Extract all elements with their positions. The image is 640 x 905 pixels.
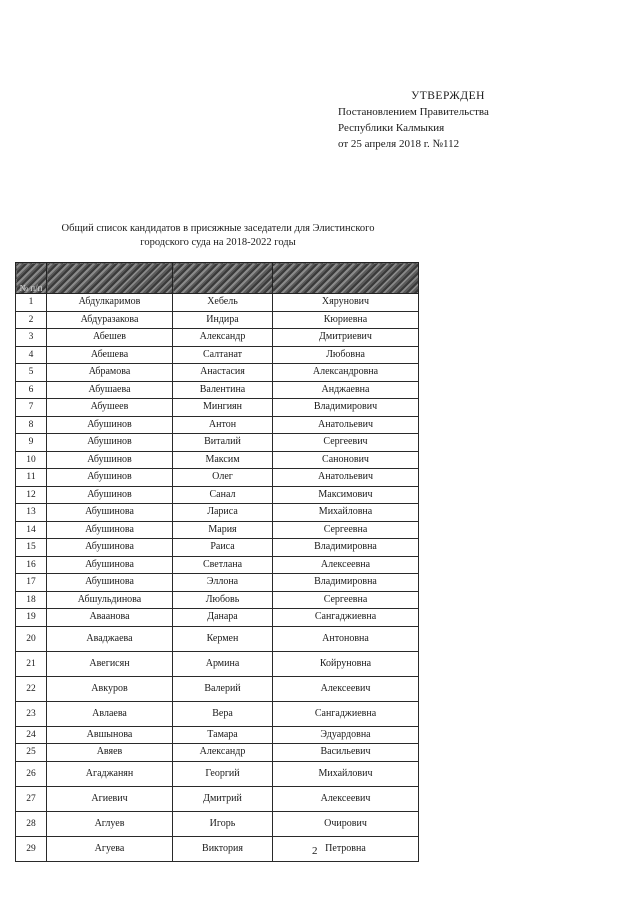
table-row bbox=[16, 381, 419, 399]
surname-cell: Абушинов bbox=[47, 451, 173, 469]
surname-cell: Абушинова bbox=[47, 539, 173, 557]
row-number-cell: 26 bbox=[16, 761, 47, 786]
patronymic-cell: Дмитриевич bbox=[273, 329, 419, 347]
surname-cell: Авкуров bbox=[47, 676, 173, 701]
given-name-cell: Санал bbox=[173, 486, 273, 504]
surname-cell: Авяев bbox=[47, 744, 173, 762]
header-cell-name bbox=[173, 263, 273, 294]
row-number-cell: 7 bbox=[16, 399, 47, 417]
row-number-cell: 24 bbox=[16, 726, 47, 744]
surname-cell: Абешева bbox=[47, 346, 173, 364]
given-name-cell: Армина bbox=[173, 651, 273, 676]
approval-date-line: от 25 апреля 2018 г. №112 bbox=[338, 138, 460, 150]
table-row bbox=[16, 539, 419, 557]
patronymic-cell: Михайлович bbox=[273, 761, 419, 786]
given-name-cell: Максим bbox=[173, 451, 273, 469]
given-name-cell: Тамара bbox=[173, 726, 273, 744]
surname-cell: Абушинов bbox=[47, 469, 173, 487]
candidates-table-wrapper bbox=[15, 262, 418, 862]
surname-cell: Абдулкаримов bbox=[47, 294, 173, 312]
row-number-cell: 9 bbox=[16, 434, 47, 452]
patronymic-cell: Очирович bbox=[273, 811, 419, 836]
approval-block bbox=[338, 88, 538, 152]
document-title-line: Общий список кандидатов в присяжные заседатели для Элистинского bbox=[61, 223, 375, 234]
patronymic-cell: Алексеевич bbox=[273, 676, 419, 701]
surname-cell: Абушинова bbox=[47, 521, 173, 539]
approval-line: Постановлением Правительства bbox=[338, 106, 489, 118]
surname-cell: Авлаева bbox=[47, 701, 173, 726]
patronymic-cell: Сергеевна bbox=[273, 591, 419, 609]
patronymic-cell: Алексеевна bbox=[273, 556, 419, 574]
surname-cell: Агиевич bbox=[47, 786, 173, 811]
header-cell-number: № п/п bbox=[16, 263, 47, 294]
table-row bbox=[16, 609, 419, 627]
patronymic-cell: Владимировна bbox=[273, 574, 419, 592]
document-title bbox=[18, 222, 418, 250]
table-row bbox=[16, 329, 419, 347]
patronymic-cell: Сергеевна bbox=[273, 521, 419, 539]
page-number: 2 bbox=[312, 845, 318, 857]
row-number-cell: 21 bbox=[16, 651, 47, 676]
given-name-cell: Валентина bbox=[173, 381, 273, 399]
given-name-cell: Хебель bbox=[173, 294, 273, 312]
given-name-cell: Виктория bbox=[173, 836, 273, 861]
surname-cell: Абушинова bbox=[47, 504, 173, 522]
table-row bbox=[16, 346, 419, 364]
patronymic-cell: Сангаджиевна bbox=[273, 609, 419, 627]
surname-cell: Абушинов bbox=[47, 434, 173, 452]
row-number-cell: 12 bbox=[16, 486, 47, 504]
table-row bbox=[16, 399, 419, 417]
patronymic-cell: Алексеевич bbox=[273, 786, 419, 811]
table-row bbox=[16, 416, 419, 434]
table-row bbox=[16, 294, 419, 312]
patronymic-cell: Любовна bbox=[273, 346, 419, 364]
document-title-line: городского суда на 2018-2022 годы bbox=[140, 237, 296, 248]
patronymic-cell: Владимировна bbox=[273, 539, 419, 557]
table-row bbox=[16, 556, 419, 574]
given-name-cell: Мария bbox=[173, 521, 273, 539]
surname-cell: Абушинов bbox=[47, 486, 173, 504]
table-row bbox=[16, 651, 419, 676]
surname-cell: Аваджаева bbox=[47, 626, 173, 651]
patronymic-cell: Анджаевна bbox=[273, 381, 419, 399]
table-row bbox=[16, 451, 419, 469]
surname-cell: Авегисян bbox=[47, 651, 173, 676]
row-number-cell: 14 bbox=[16, 521, 47, 539]
table-row bbox=[16, 744, 419, 762]
given-name-cell: Валерий bbox=[173, 676, 273, 701]
given-name-cell: Салтанат bbox=[173, 346, 273, 364]
given-name-cell: Эллона bbox=[173, 574, 273, 592]
table-row bbox=[16, 591, 419, 609]
row-number-cell: 6 bbox=[16, 381, 47, 399]
table-row bbox=[16, 521, 419, 539]
table-row bbox=[16, 761, 419, 786]
patronymic-cell: Максимович bbox=[273, 486, 419, 504]
row-number-cell: 16 bbox=[16, 556, 47, 574]
row-number-cell: 10 bbox=[16, 451, 47, 469]
surname-cell: Абушинова bbox=[47, 556, 173, 574]
patronymic-cell: Александровна bbox=[273, 364, 419, 382]
given-name-cell: Лариса bbox=[173, 504, 273, 522]
table-row bbox=[16, 434, 419, 452]
candidates-table bbox=[15, 262, 419, 862]
patronymic-cell: Владимирович bbox=[273, 399, 419, 417]
given-name-cell: Кермен bbox=[173, 626, 273, 651]
table-row bbox=[16, 811, 419, 836]
surname-cell: Аглуев bbox=[47, 811, 173, 836]
table-row bbox=[16, 311, 419, 329]
patronymic-cell: Кюриевна bbox=[273, 311, 419, 329]
row-number-cell: 2 bbox=[16, 311, 47, 329]
row-number-cell: 19 bbox=[16, 609, 47, 627]
table-row bbox=[16, 676, 419, 701]
patronymic-cell: Анатольевич bbox=[273, 469, 419, 487]
table-row bbox=[16, 574, 419, 592]
given-name-cell: Данара bbox=[173, 609, 273, 627]
table-body bbox=[16, 294, 419, 862]
surname-cell: Агаджанян bbox=[47, 761, 173, 786]
approval-heading: УТВЕРЖДЕН bbox=[411, 90, 485, 102]
row-number-cell: 20 bbox=[16, 626, 47, 651]
surname-cell: Абдуразакова bbox=[47, 311, 173, 329]
surname-cell: Авшынова bbox=[47, 726, 173, 744]
patronymic-cell: Петровна bbox=[273, 836, 419, 861]
surname-cell: Абушаева bbox=[47, 381, 173, 399]
patronymic-cell: Эдуардовна bbox=[273, 726, 419, 744]
table-row bbox=[16, 836, 419, 861]
given-name-cell: Индира bbox=[173, 311, 273, 329]
row-number-cell: 4 bbox=[16, 346, 47, 364]
header-cell-patronymic bbox=[273, 263, 419, 294]
given-name-cell: Раиса bbox=[173, 539, 273, 557]
patronymic-cell: Антоновна bbox=[273, 626, 419, 651]
surname-cell: Абушинов bbox=[47, 416, 173, 434]
given-name-cell: Виталий bbox=[173, 434, 273, 452]
given-name-cell: Любовь bbox=[173, 591, 273, 609]
given-name-cell: Александр bbox=[173, 744, 273, 762]
table-row bbox=[16, 701, 419, 726]
row-number-cell: 11 bbox=[16, 469, 47, 487]
row-number-cell: 17 bbox=[16, 574, 47, 592]
table-row bbox=[16, 504, 419, 522]
given-name-cell: Олег bbox=[173, 469, 273, 487]
row-number-cell: 1 bbox=[16, 294, 47, 312]
given-name-cell: Игорь bbox=[173, 811, 273, 836]
row-number-cell: 28 bbox=[16, 811, 47, 836]
surname-cell: Абшульдинова bbox=[47, 591, 173, 609]
given-name-cell: Антон bbox=[173, 416, 273, 434]
table-row bbox=[16, 726, 419, 744]
surname-cell: Агуева bbox=[47, 836, 173, 861]
patronymic-cell: Койруновна bbox=[273, 651, 419, 676]
row-number-cell: 13 bbox=[16, 504, 47, 522]
given-name-cell: Анастасия bbox=[173, 364, 273, 382]
patronymic-cell: Сергеевич bbox=[273, 434, 419, 452]
row-number-cell: 18 bbox=[16, 591, 47, 609]
table-row bbox=[16, 626, 419, 651]
header-cell-surname bbox=[47, 263, 173, 294]
row-number-cell: 22 bbox=[16, 676, 47, 701]
given-name-cell: Вера bbox=[173, 701, 273, 726]
row-number-cell: 25 bbox=[16, 744, 47, 762]
patronymic-cell: Сангаджиевна bbox=[273, 701, 419, 726]
table-header-row bbox=[16, 263, 419, 294]
table-row bbox=[16, 786, 419, 811]
table-row bbox=[16, 364, 419, 382]
patronymic-cell: Анатольевич bbox=[273, 416, 419, 434]
row-number-cell: 23 bbox=[16, 701, 47, 726]
table-row bbox=[16, 469, 419, 487]
patronymic-cell: Васильевич bbox=[273, 744, 419, 762]
row-number-cell: 29 bbox=[16, 836, 47, 861]
surname-cell: Абешев bbox=[47, 329, 173, 347]
given-name-cell: Мингиян bbox=[173, 399, 273, 417]
patronymic-cell: Санонович bbox=[273, 451, 419, 469]
given-name-cell: Светлана bbox=[173, 556, 273, 574]
row-number-cell: 15 bbox=[16, 539, 47, 557]
given-name-cell: Дмитрий bbox=[173, 786, 273, 811]
row-number-cell: 5 bbox=[16, 364, 47, 382]
surname-cell: Абушеев bbox=[47, 399, 173, 417]
given-name-cell: Георгий bbox=[173, 761, 273, 786]
row-number-cell: 8 bbox=[16, 416, 47, 434]
approval-line: Республики Калмыкия bbox=[338, 122, 445, 134]
table-row bbox=[16, 486, 419, 504]
row-number-cell: 27 bbox=[16, 786, 47, 811]
surname-cell: Абушинова bbox=[47, 574, 173, 592]
given-name-cell: Александр bbox=[173, 329, 273, 347]
patronymic-cell: Хярунович bbox=[273, 294, 419, 312]
surname-cell: Абрамова bbox=[47, 364, 173, 382]
surname-cell: Аваанова bbox=[47, 609, 173, 627]
patronymic-cell: Михайловна bbox=[273, 504, 419, 522]
row-number-cell: 3 bbox=[16, 329, 47, 347]
